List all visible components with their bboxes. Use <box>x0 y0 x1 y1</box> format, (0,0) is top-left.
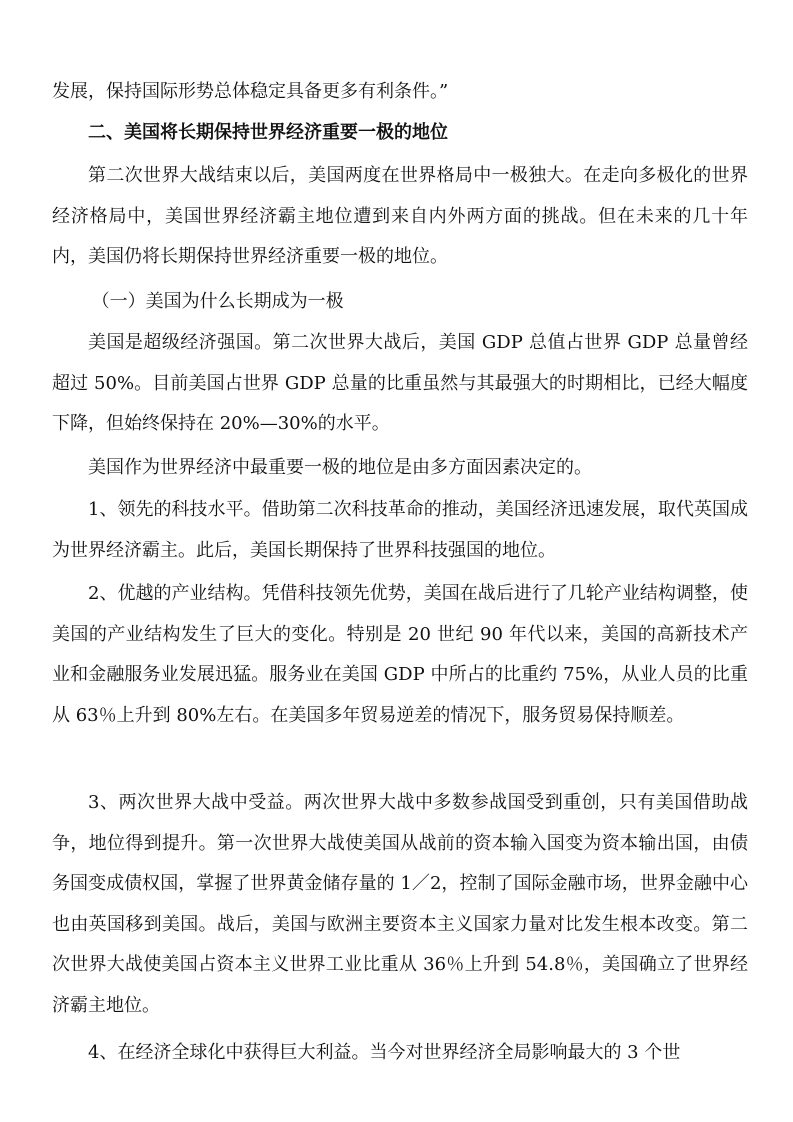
paragraph-point-3: 3、两次世界大战中受益。两次世界大战中多数参战国受到重创，只有美国借助战争，地位得到提升。第一次世界大战使美国从战前的资本输入国变为资本输出国，由债务国变成债权国，掌握了世界黄金储存量的 1／2，控制了国际金融市场，世界金融中心也由英国移到美国。战后，美国与欧洲主要资本主义国家力量对比发生根本改变。第二次世界大战使美国占资本主义世界工业比重从 36％上升到 54.8％，美国确立了世界经济霸主地位。 <box>52 792 748 1016</box>
paragraph-factors: 美国作为世界经济中最重要一极的地位是由多方面因素决定的。 <box>88 457 592 478</box>
paragraph-point-4: 4、在经济全球化中获得巨大利益。当今对世界经济全局影响最大的 3 个世 <box>88 1042 681 1063</box>
paragraph-point-1: 1、领先的科技水平。借助第二次科技革命的推动，美国经济迅速发展，取代英国成为世界经济霸主。此后，美国长期保持了世界科技强国的地位。 <box>52 499 748 561</box>
paragraph-point-2: 2、优越的产业结构。凭借科技领先优势，美国在战后进行了几轮产业结构调整，使美国的产业结构发生了巨大的变化。特别是 20 世纪 90 年代以来，美国的高新技术产业和金融服务业发展迅猛。服务业在美国 GDP 中所占的比重约 75%，从业人员的比重从 63％上升到 80%左右。在美国多年贸易逆差的情况下，服务贸易保持顺差。 <box>52 583 748 726</box>
paragraph-continuation: 发展，保持国际形势总体稳定具备更多有利条件。” <box>52 81 449 102</box>
subsection-heading: （一）美国为什么长期成为一极 <box>91 291 344 312</box>
section-heading: 二、美国将长期保持世界经济重要一极的地位 <box>88 122 448 143</box>
paragraph-gdp: 美国是超级经济强国。第二次世界大战后，美国 GDP 总值占世界 GDP 总量曾经超过 50%。目前美国占世界 GDP 总量的比重虽然与其最强大的时期相比，已经大幅度下降，但始终保持在 20%—30%的水平。 <box>52 332 748 434</box>
paragraph-intro: 第二次世界大战结束以后，美国两度在世界格局中一极独大。在走向多极化的世界经济格局中，美国世界经济霸主地位遭到来自内外两方面的挑战。但在未来的几十年内，美国仍将长期保持世界经济重要一极的地位。 <box>52 165 748 267</box>
